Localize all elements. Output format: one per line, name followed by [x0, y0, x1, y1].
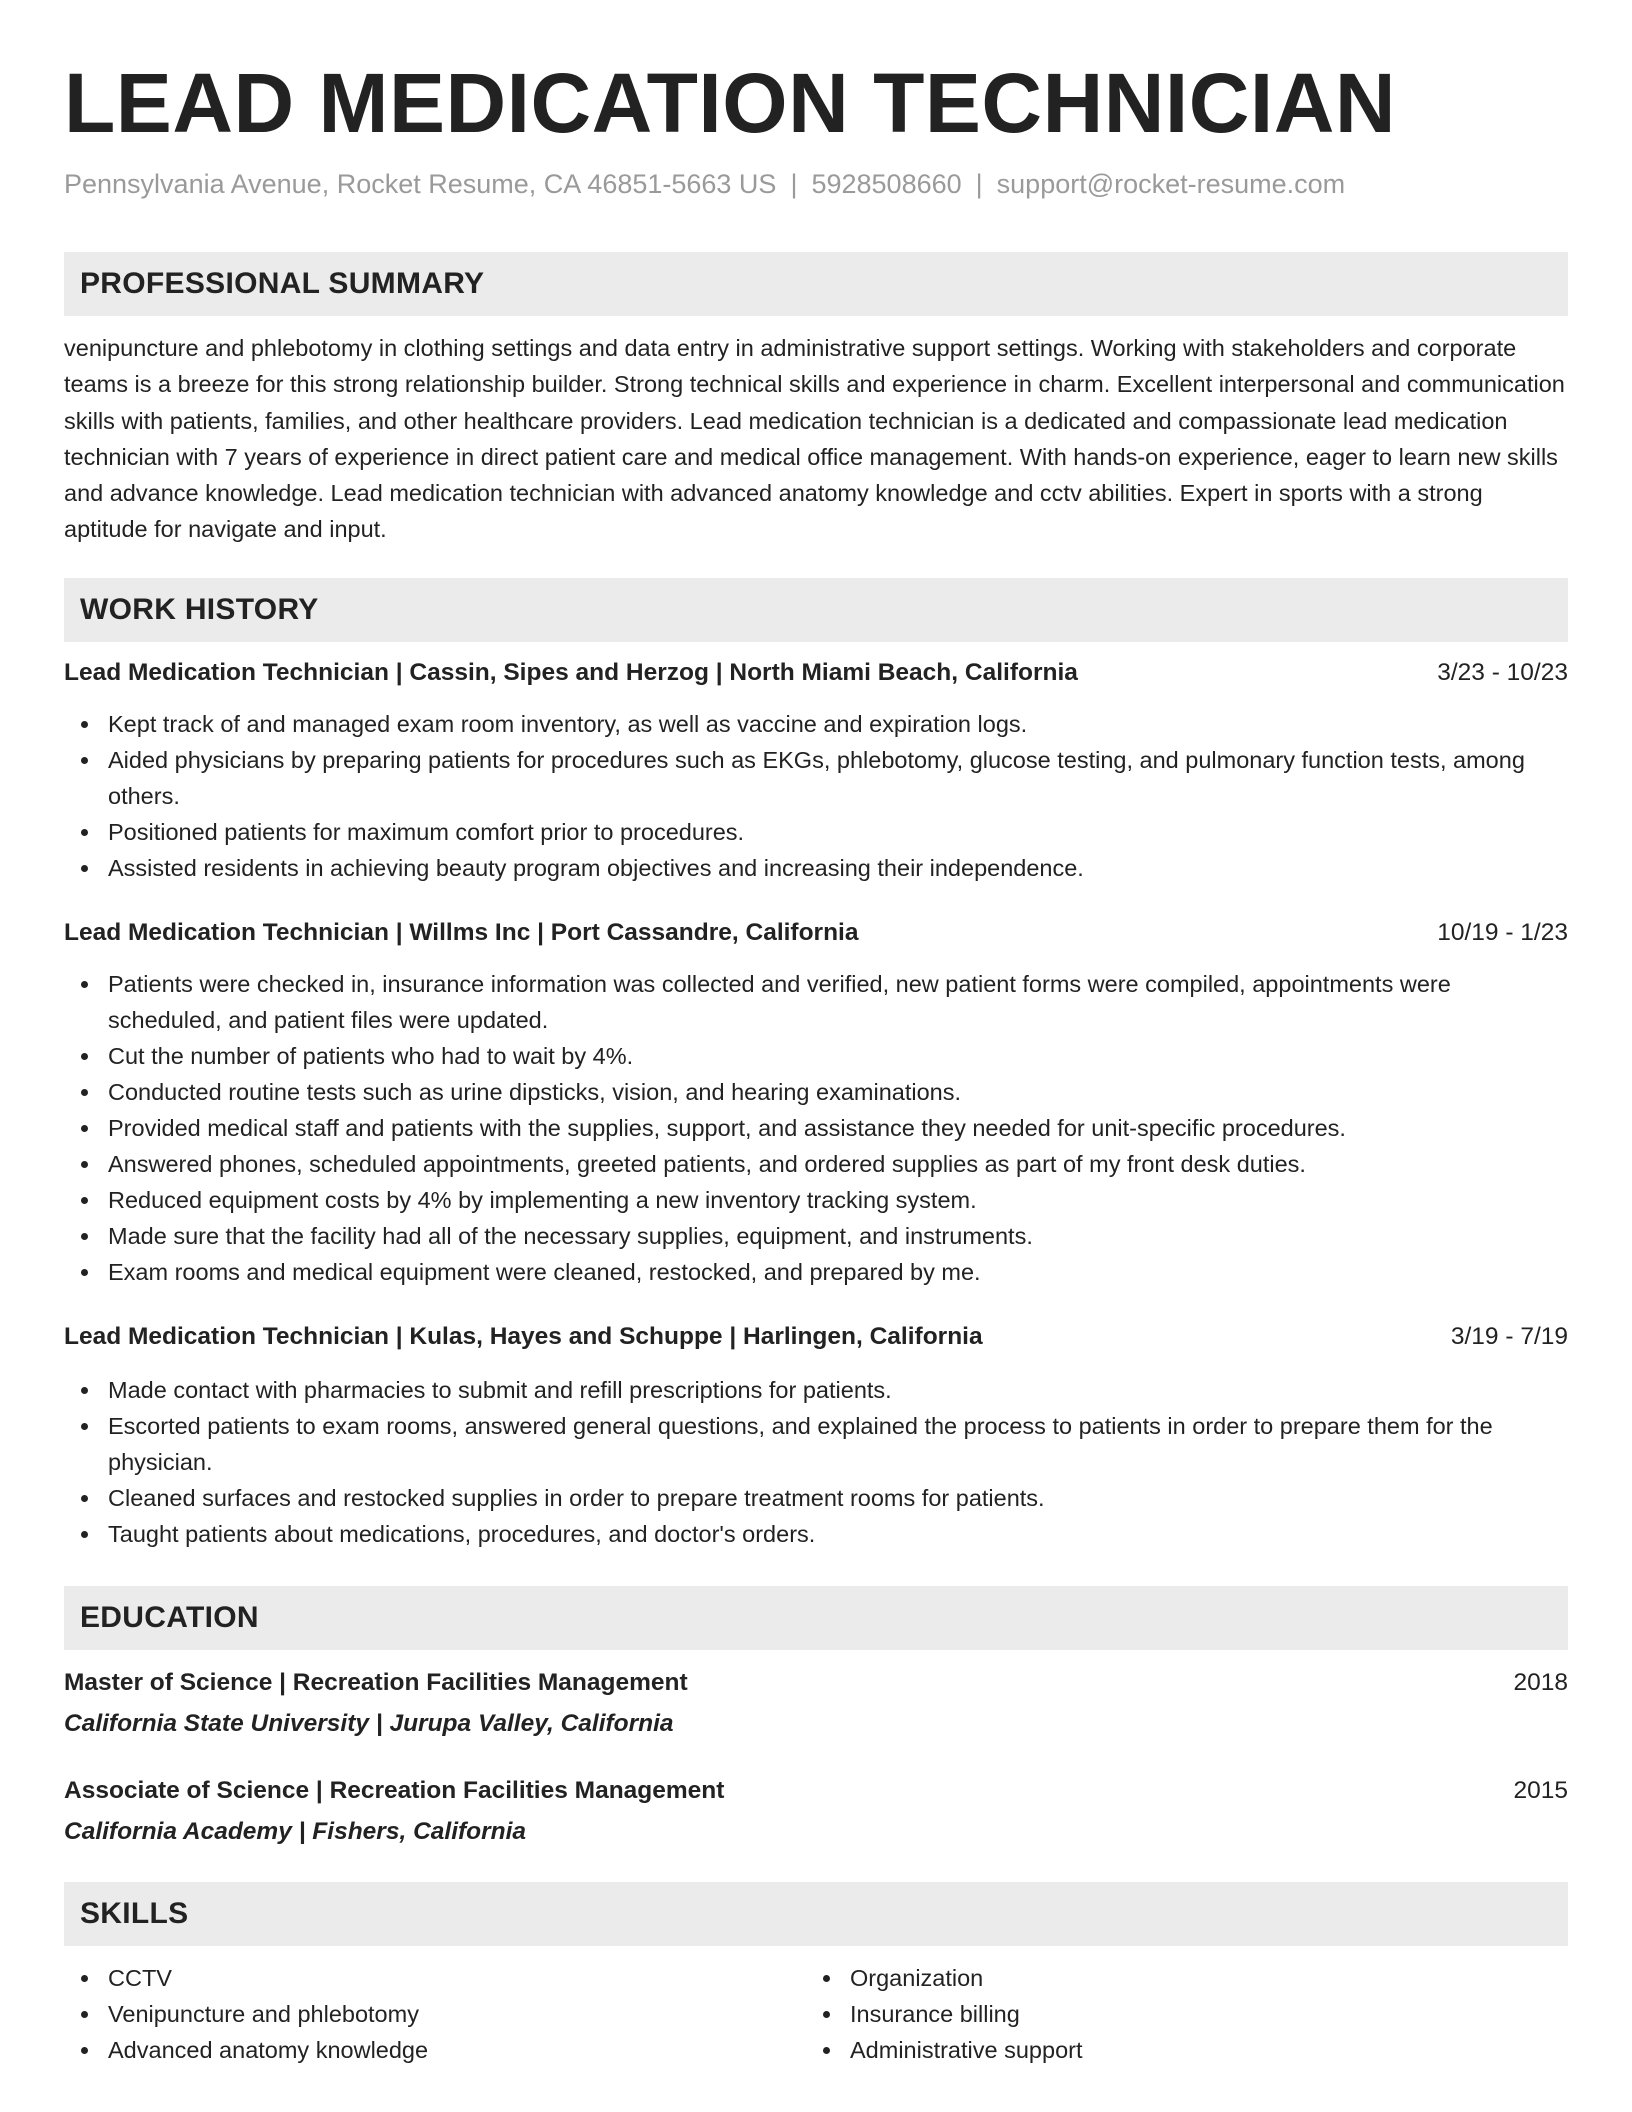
job-entry	[64, 1320, 1568, 1552]
education-year: 2015	[1513, 1776, 1568, 1804]
skills-column-right	[806, 1960, 1548, 2068]
skill-item: Administrative support	[806, 2032, 1548, 2068]
skill-item: Organization	[806, 1960, 1548, 1996]
section-heading-summary: PROFESSIONAL SUMMARY	[64, 252, 1568, 316]
job-bullet-list	[64, 1372, 1568, 1552]
contact-separator: |	[790, 169, 798, 199]
job-title: Lead Medication Technician | Cassin, Sipes and Herzog | North Miami Beach, California	[64, 658, 1078, 686]
job-header	[64, 916, 1568, 950]
education-degree: Master of Science | Recreation Facilities Management	[64, 1668, 688, 1696]
job-bullet: Assisted residents in achieving beauty program objectives and increasing their independence.	[64, 850, 1568, 886]
education-school: California Academy | Fishers, California	[64, 1817, 527, 1845]
skill-item: Advanced anatomy knowledge	[64, 2032, 806, 2068]
education-header	[64, 1774, 1568, 1808]
job-dates: 3/19 - 7/19	[1450, 1322, 1568, 1350]
job-bullet-list	[64, 706, 1568, 886]
job-dates: 10/19 - 1/23	[1437, 918, 1568, 946]
job-bullet: Made sure that the facility had all of the necessary supplies, equipment, and instruments.	[64, 1218, 1568, 1254]
section-heading-education: EDUCATION	[64, 1586, 1568, 1650]
section-heading-work-history: WORK HISTORY	[64, 578, 1568, 642]
skill-item: Insurance billing	[806, 1996, 1548, 2032]
job-bullet-list	[64, 966, 1568, 1290]
job-bullet: Exam rooms and medical equipment were cleaned, restocked, and prepared by me.	[64, 1254, 1568, 1290]
skills-column-left	[64, 1960, 806, 2068]
job-entry	[64, 916, 1568, 1290]
skill-item: Venipuncture and phlebotomy	[64, 1996, 806, 2032]
education-school: California State University | Jurupa Valley, California	[64, 1709, 674, 1737]
job-bullet: Cleaned surfaces and restocked supplies in order to prepare treatment rooms for patients.	[64, 1480, 1568, 1516]
job-title: Lead Medication Technician | Kulas, Hayes and Schuppe | Harlingen, California	[64, 1322, 983, 1350]
job-bullet: Cut the number of patients who had to wait by 4%.	[64, 1038, 1568, 1074]
job-bullet: Escorted patients to exam rooms, answered general questions, and explained the process to patients in order to prepare them for the physician.	[64, 1408, 1568, 1480]
candidate-name: LEAD MEDICATION TECHNICIAN	[64, 56, 1397, 150]
contact-separator: |	[975, 169, 983, 199]
job-bullet: Provided medical staff and patients with the supplies, support, and assistance they needed for unit-specific procedures.	[64, 1110, 1568, 1146]
job-bullet: Made contact with pharmacies to submit and refill prescriptions for patients.	[64, 1372, 1568, 1408]
section-heading-skills: SKILLS	[64, 1882, 1568, 1946]
job-bullet: Positioned patients for maximum comfort prior to procedures.	[64, 814, 1568, 850]
job-bullet: Patients were checked in, insurance information was collected and verified, new patient forms were compiled, appointments were scheduled, and patient files were updated.	[64, 966, 1568, 1038]
job-bullet: Taught patients about medications, procedures, and doctor's orders.	[64, 1516, 1568, 1552]
summary-text: venipuncture and phlebotomy in clothing settings and data entry in administrative support settings. Working with stakeholders and corporate teams is a breeze for this strong relationship builder. Strong technical skills and experience in charm. Excellent interpersonal and communication skills with patients, families, and other healthcare providers. Lead medication technician is a dedicated and compassionate lead medication technician with 7 years of experience in direct patient care and medical office management. With hands-on experience, eager to learn new skills and advance knowledge. Lead medication technician with advanced anatomy knowledge and cctv abilities. Expert in sports with a strong aptitude for navigate and input.	[64, 335, 1565, 543]
contact-line	[64, 166, 1568, 202]
education-header	[64, 1666, 1568, 1700]
job-bullet: Reduced equipment costs by 4% by implementing a new inventory tracking system.	[64, 1182, 1568, 1218]
skills-list	[806, 1960, 1548, 2068]
job-header	[64, 1320, 1568, 1354]
skill-item: CCTV	[64, 1960, 806, 1996]
skills-list	[64, 1960, 806, 2068]
education-entry	[64, 1666, 1568, 1742]
education-year: 2018	[1513, 1668, 1568, 1696]
job-bullet: Answered phones, scheduled appointments, greeted patients, and ordered supplies as part of my front desk duties.	[64, 1146, 1568, 1182]
skills-grid	[64, 1960, 1568, 2068]
contact-phone: 5928508660	[811, 169, 962, 199]
education-entry	[64, 1774, 1568, 1850]
resume-page	[64, 48, 1568, 2068]
job-dates: 3/23 - 10/23	[1437, 658, 1568, 686]
job-title: Lead Medication Technician | Willms Inc | Port Cassandre, California	[64, 918, 859, 946]
job-bullet: Kept track of and managed exam room inventory, as well as vaccine and expiration logs.	[64, 706, 1568, 742]
job-entry	[64, 656, 1568, 886]
job-bullet: Aided physicians by preparing patients for procedures such as EKGs, phlebotomy, glucose testing, and pulmonary function tests, among others.	[64, 742, 1568, 814]
job-header	[64, 656, 1568, 690]
contact-address: Pennsylvania Avenue, Rocket Resume, CA 46851-5663 US	[64, 169, 777, 199]
contact-email: support@rocket-resume.com	[996, 169, 1346, 199]
education-degree: Associate of Science | Recreation Facilities Management	[64, 1776, 725, 1804]
job-bullet: Conducted routine tests such as urine dipsticks, vision, and hearing examinations.	[64, 1074, 1568, 1110]
